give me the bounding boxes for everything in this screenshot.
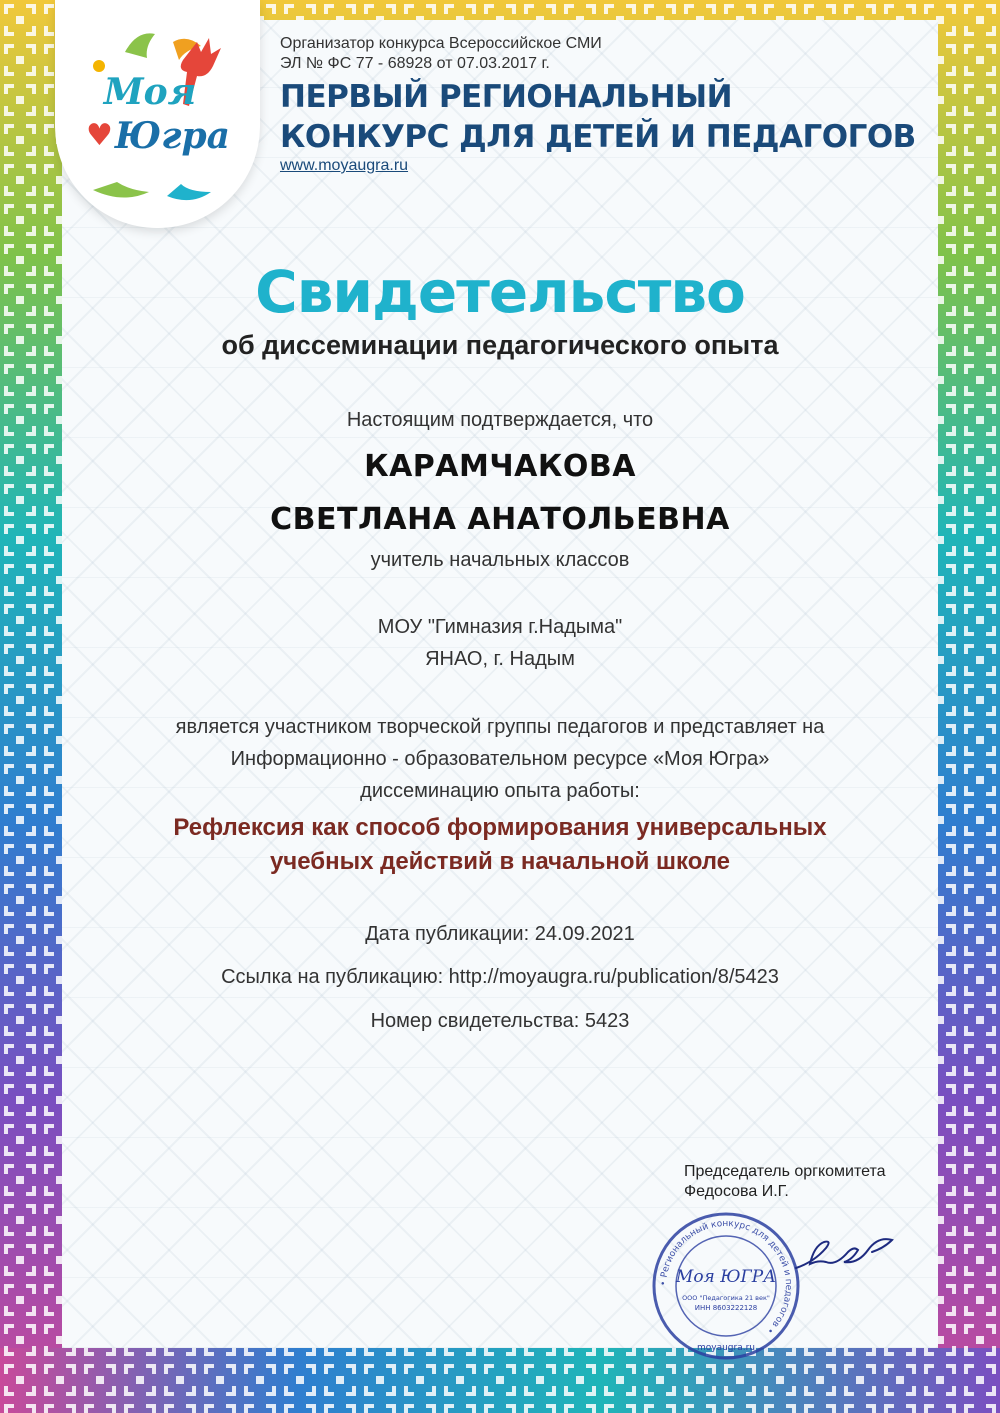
topic-line-1: Рефлексия как способ формирования универсальных [173, 814, 827, 841]
official-stamp [650, 1210, 802, 1362]
stamp-ring-text: • Региональный конкурс для детей и педагогов • [658, 1218, 794, 1336]
contest-title-line2: КОНКУРС ДЛЯ ДЕТЕЙ И ПЕДАГОГОВ [280, 119, 916, 155]
body-line-3: диссеминацию опыта работы: [360, 780, 640, 802]
logo-wordmark [78, 72, 238, 156]
body-line-2: Информационно - образовательном ресурсе «Моя Югра» [230, 748, 770, 770]
recipient-given-names: СВЕТЛАНА АНАТОЛЬЕВНА [270, 502, 730, 537]
certificate-title: Свидетельство [255, 258, 745, 326]
certificate-subtitle: об диссеминации педагогического опыта [221, 330, 779, 360]
recipient-surname: КАРАМЧАКОВА [364, 449, 636, 484]
registration-line: ЭЛ № ФС 77 - 68928 от 07.03.2017 г. [280, 55, 550, 72]
stamp-center: Моя ЮГРА [675, 1267, 777, 1287]
publication-link[interactable]: Ссылка на публикацию: http://moyaugra.ru/publication/8/5423 [221, 966, 779, 988]
stamp-bottom: moyaugra.ru [696, 1343, 756, 1353]
header [280, 34, 916, 175]
recipient-position: учитель начальных классов [370, 549, 630, 571]
contest-title-line1: ПЕРВЫЙ РЕГИОНАЛЬНЫЙ [280, 79, 733, 115]
publication-topic [62, 811, 938, 879]
organizer-line: Организатор конкурса Всероссийское СМИ [280, 35, 602, 52]
stamp-inn: ИНН 8603222128 [694, 1304, 758, 1312]
contest-title [280, 77, 916, 157]
heart-icon: ♥ [86, 118, 113, 153]
publication-date: Дата публикации: 24.09.2021 [365, 923, 635, 945]
signatory-name: Федосова И.Г. [684, 1183, 789, 1200]
handwritten-signature [790, 1228, 920, 1292]
school-location: ЯНАО, г. Надым [425, 648, 575, 670]
signature-block [684, 1162, 886, 1202]
confirm-text: Настоящим подтверждается, что [346, 409, 654, 431]
logo-line1: Моя [103, 71, 197, 113]
signatory-role: Председатель оргкомитета [684, 1163, 886, 1180]
school-name: МОУ "Гимназия г.Надыма" [377, 616, 623, 638]
stamp-org: ООО "Педагогика 21 век" [682, 1294, 770, 1302]
certificate-number: Номер свидетельства: 5423 [370, 1010, 630, 1032]
body-line-1: является участником творческой группы педагогов и представляет на [175, 716, 825, 738]
topic-line-2: учебных действий в начальной школе [269, 848, 731, 875]
site-link[interactable]: www.moyaugra.ru [280, 157, 409, 174]
logo-line2: Югра [114, 115, 230, 157]
